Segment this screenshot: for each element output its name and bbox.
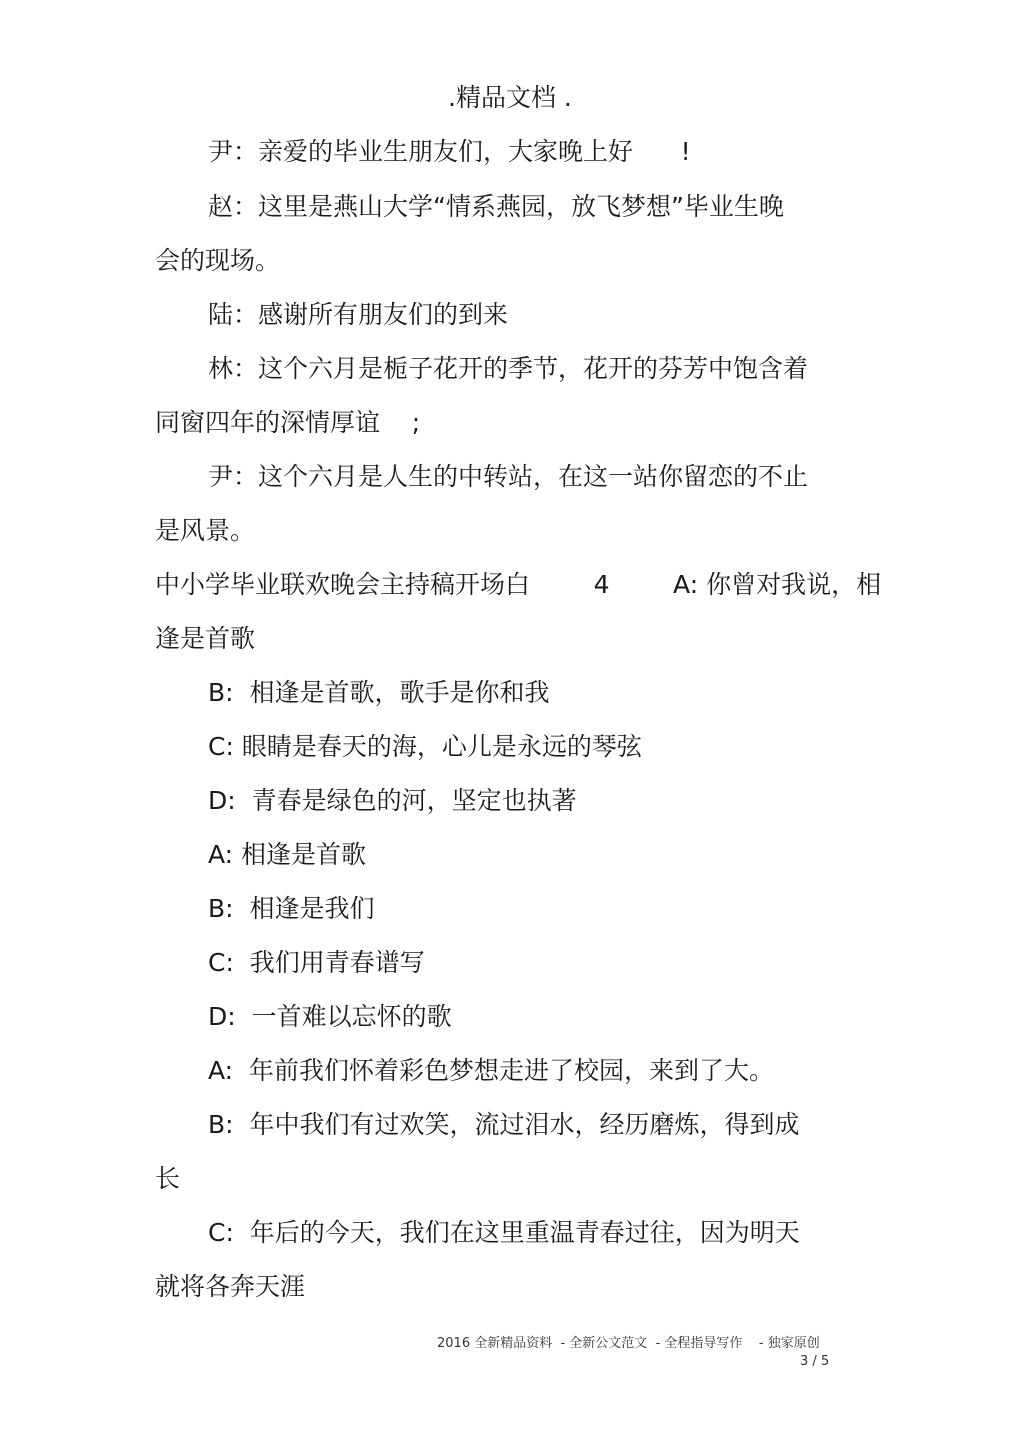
text-line: C: 我们用青春谱写 — [208, 948, 425, 977]
text-line: A: 年前我们怀着彩色梦想走进了校园，来到了大。 — [208, 1056, 774, 1085]
text-line: D: 青春是绿色的河，坚定也执著 — [208, 786, 577, 815]
text-line: D: 一首难以忘怀的歌 — [208, 1002, 452, 1031]
text-line: 林：这个六月是栀子花开的季节，花开的芬芳中饱含着 — [208, 354, 809, 383]
text-line: 同窗四年的深情厚谊 ; — [155, 408, 421, 437]
text-line: C: 年后的今天，我们在这里重温青春过往，因为明天 — [208, 1218, 800, 1247]
text-line: 是风景。 — [155, 516, 256, 545]
page-number: 3 / 5 — [800, 1354, 830, 1369]
text-line: B: 年中我们有过欢笑，流过泪水，经历磨炼，得到成 — [208, 1110, 800, 1139]
text-line: 陆：感谢所有朋友们的到来 — [208, 300, 509, 329]
text-line: B: 相逢是首歌，歌手是你和我 — [208, 678, 550, 707]
text-line: C: 眼睛是春天的海，心儿是永远的琴弦 — [208, 732, 642, 761]
text-line: 赵：这里是燕山大学“情系燕园，放飞梦想”毕业生晚 — [208, 192, 784, 221]
text-line: 长 — [155, 1164, 181, 1193]
text-line: B: 相逢是我们 — [208, 894, 375, 923]
text-line: 中小学毕业联欢晚会主持稿开场白 4 A: 你曾对我说，相 — [155, 570, 882, 599]
text-line: 就将各奔天涯 — [155, 1272, 306, 1301]
text-line: 逢是首歌 — [155, 624, 256, 653]
text-line: A: 相逢是首歌 — [208, 840, 367, 869]
text-line: 尹：这个六月是人生的中转站，在这一站你留恋的不止 — [208, 462, 809, 491]
text-line: 会的现场。 — [155, 246, 281, 275]
text-line: 尹：亲爱的毕业生朋友们，大家晚上好 ! — [208, 137, 691, 166]
page-header: .精品文档 . — [448, 83, 572, 112]
page-footer: 2016 全新精品资料 - 全新公文范文 - 全程指导写作 - 独家原创 — [437, 1336, 820, 1351]
